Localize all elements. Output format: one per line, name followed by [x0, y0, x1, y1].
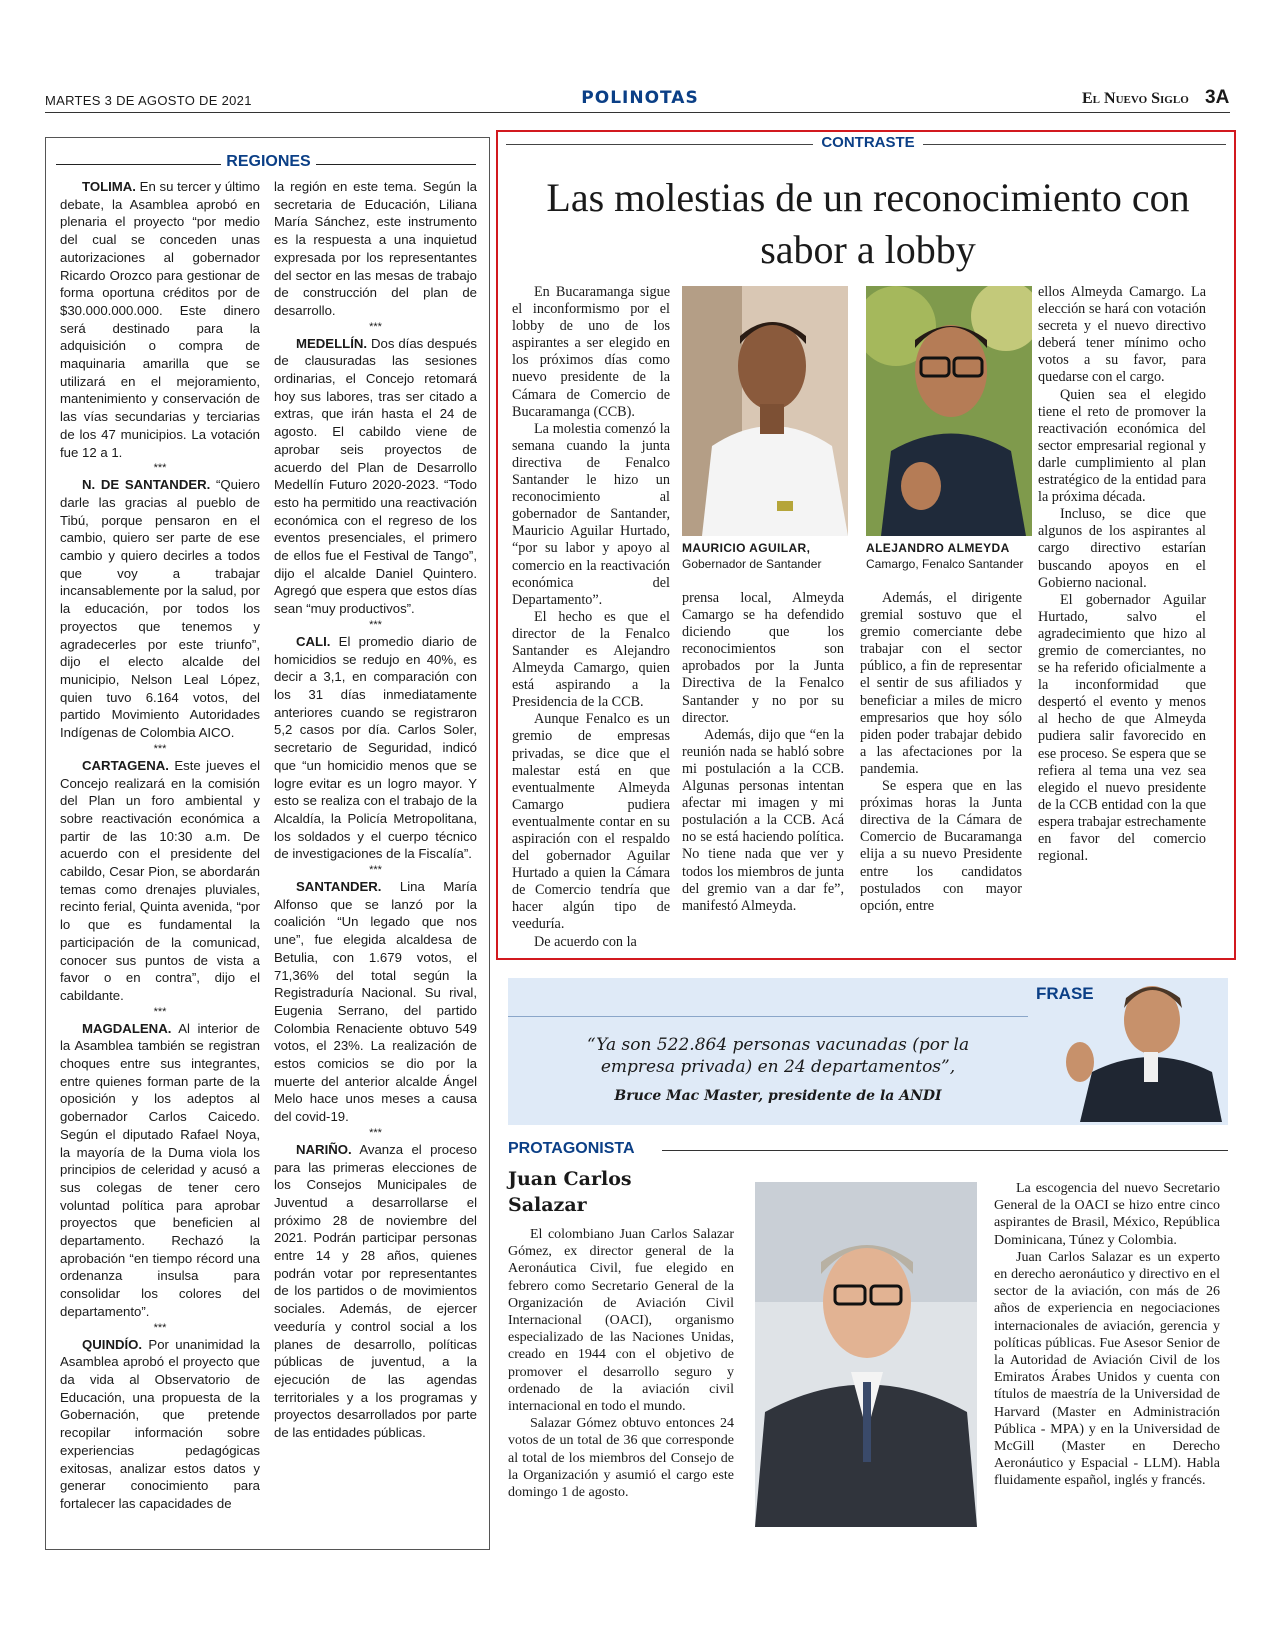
- regiones-item: la región en este tema. Según la secretaria de Educación, Liliana María Sánchez, este instrumento es la respuesta a una inquietud expresada por los representantes del sector en las mesas de trabajo de construcción del plan de desarrollo.: [274, 179, 477, 318]
- contraste-label: CONTRASTE: [813, 134, 923, 151]
- article-column-1: [512, 284, 670, 951]
- article-paragraph: Además, dijo que “en la reunión nada se habló sobre mi postulación a la CCB. Algunas personas intentan afectar mi imagen y mi postulación a la CCB. Acá no se está haciendo política. No tiene nada que ver y todos los miembros de junta del gremio van a dar fe”, manifestó Almeyda.: [682, 726, 844, 914]
- regiones-item: [60, 476, 260, 742]
- portrait-illustration: [866, 286, 1032, 536]
- frase-quote: “Ya son 522.864 personas vacunadas (por la empresa privada) en 24 departamentos”,: [586, 1035, 970, 1077]
- article-paragraph: El gobernador Aguilar Hurtado, salvo el agradecimiento que hizo al gremio de comerciantes, no se ha referido oficialmente a la inconformidad que despertó el evento y menos al hecho de que Almeyda pudiera salir favorecido en ese proceso. Se espera que se refiera al tema una vez sea elegido el nuevo presidente de la CCB entidad con la que espera trabajar estrechamente en favor del comercio regional.: [1038, 591, 1206, 865]
- separator: ***: [153, 1005, 167, 1018]
- regiones-item: [274, 878, 477, 1126]
- portrait-illustration: [682, 286, 848, 536]
- article-paragraph: Quien sea el elegido tiene el reto de promover la reactivación económica del sector empresarial regional y darle cumplimiento al plan estratégico de la entidad para la próxima década.: [1038, 386, 1206, 506]
- article-paragraph: prensa local, Almeyda Camargo se ha defendido diciendo que los reconocimientos son aprobados por la Junta Directiva de la Fenalco Santander y no por su director.: [682, 590, 844, 726]
- region-text: Por unanimidad la Asamblea aprobó el proyecto que da vida al Observatorio de Educación, una propuesta de la Gobernación, que pretende recopilar información sobre experiencias pedagógicas exitosas, analizar estos datos y generar conocimiento para fortalecer las capacidades de: [60, 1336, 260, 1511]
- region-lead: MAGDALENA.: [82, 1020, 172, 1036]
- regiones-item: [274, 1141, 477, 1442]
- protagonista-label: PROTAGONISTA: [508, 1140, 635, 1157]
- region-lead: NARIÑO.: [296, 1141, 352, 1157]
- regiones-item: [60, 1020, 260, 1321]
- section-title: POLINOTAS: [581, 88, 699, 108]
- separator: ***: [153, 742, 167, 755]
- article-paragraph: La molestia comenzó la semana cuando la junta directiva de Fenalco Santander le hizo un reconocimiento al gobernador de Santander, Mauricio Aguilar Hurtado, “por su labor y apoyo al comercio en la reactivación económica del Departamento”.: [512, 420, 670, 608]
- article-paragraph: ellos Almeyda Camargo. La elección se hará con votación secreta y el nuevo directivo deberá tener mínimo ocho votos a su favor, para quedarse con el cargo.: [1038, 284, 1206, 386]
- article-headline: Las molestias de un reconocimiento con sabor a lobby: [546, 175, 1190, 272]
- article-paragraph: En Bucaramanga sigue el inconformismo por el lobby de uno de los aspirantes a ser elegido en los próximos días como nuevo presidente de la Cámara de Comercio de Bucaramanga (CCB).: [512, 284, 670, 420]
- caption-name: ALEJANDRO ALMEYDA: [866, 541, 1010, 555]
- regiones-box: [45, 137, 490, 1550]
- article-paragraph: Además, el dirigente gremial sostuvo que el gremio comerciante debe trabajar con el sector público, a fin de representar el sentir de sus afiliados y beneficiar a miles de micro empresarios que hoy sólo piden poder trabajar debido a las afectaciones por la pandemia.: [860, 590, 1022, 777]
- separator: ***: [369, 864, 382, 877]
- region-lead: TOLIMA.: [82, 179, 136, 194]
- regiones-column-2: [274, 178, 477, 1442]
- region-lead: N. DE SANTANDER.: [82, 477, 211, 493]
- region-text: Al interior de la Asamblea también se registran choques entre sus integrantes, entre quienes forman parte de la oposición y los adeptos al gobernador Carlos Caicedo. Según el diputado Rafael Noya, la mayoría de la Duma viola los principios de celeridad y acusó a sus colegas de tener cero voluntad política para aprobar proyectos que beneficien al departamento. Rechazó la aprobación “en tiempo récord una ordenanza insulsa para consolidar los colores del departamento”.: [60, 1020, 260, 1319]
- article-paragraph: Se espera que en las próximas horas la Junta directiva de la Cámara de Comercio de Bucaramanga elija a su nuevo Presidente entre los candidatos postulados con mayor opción, entre: [860, 778, 1022, 914]
- article-column-2: [682, 590, 844, 915]
- article-paragraph: La escogencia del nuevo Secretario General de la OACI se hizo entre cinco aspirantes de Brasil, México, República Dominicana, Túnez y Colombia.: [994, 1181, 1220, 1248]
- article-paragraph: Salazar Gómez obtuvo entonces 24 votos de un total de 36 que corresponde al total de los miembros del Consejo de la Organización y asumió el cargo este domingo 1 de agosto.: [508, 1416, 734, 1501]
- region-lead: CALI.: [296, 633, 331, 649]
- photo-mauricio-aguilar: [682, 286, 848, 536]
- protagonista-column-2: [994, 1180, 1220, 1490]
- frase-author: Bruce Mac Master, presidente de la ANDI: [614, 1088, 942, 1104]
- regiones-item: [60, 757, 260, 1005]
- article-paragraph: De acuerdo con la: [534, 933, 637, 950]
- caption-role: Gobernador de Santander: [682, 557, 822, 571]
- page-number: 3A: [1205, 87, 1230, 108]
- article-column-4: [1038, 284, 1206, 865]
- regiones-item: [274, 335, 477, 618]
- protagonista-name: Juan Carlos Salazar: [508, 1168, 632, 1216]
- separator: ***: [369, 618, 382, 631]
- region-text: Dos días después de clausuradas las sesiones ordinarias, el Concejo retomará hoy sus labores, tras ser citado a extras, que irán hasta el 24 de agosto. El cabildo viene de aprobar seis proyectos de acuerdo del Plan de Desarrollo Medellín Futuro 2020-2023. “Todo esto ha permitido una reactivación económica con el regreso de los eventos presenciales, el primero de ellos fue el Festival de Tango”, dijo el alcalde Daniel Quintero. Agregó que espera que estos días sean “muy productivos”.: [274, 335, 477, 617]
- photo-bruce-mac-master: [1040, 972, 1225, 1122]
- regiones-item: [60, 178, 260, 461]
- regiones-item: [274, 633, 477, 863]
- newspaper-name: El Nuevo Siglo: [1082, 90, 1189, 107]
- portrait-illustration: [1040, 972, 1225, 1122]
- separator: ***: [369, 320, 382, 333]
- regiones-title: REGIONES: [221, 153, 316, 171]
- photo-caption-2: [866, 540, 1041, 572]
- region-text: En su tercer y último debate, la Asamblea aprobó en plenaria el proyecto “por medio del cual se conceden unas autorizaciones al gobernador Ricardo Orozco para gestionar de forma oportuna créditos por de $30.000.000.000. Este dinero será destinado para la adquisición o compra de maquinaria amarilla que se utilizará en el mejoramiento, mantenimiento y conservación de las vías secundarias y terciarias de los 47 municipios. La votación fue 12 a 1.: [60, 179, 260, 460]
- region-lead: SANTANDER.: [296, 879, 382, 895]
- regiones-item: [60, 1336, 260, 1513]
- region-text: “Quiero darle las gracias al pueblo de Tibú, porque pensaron en el cambio, quiero ser parte de ese cambio y quiero decirles a todos que voy a trabajar incansablemente por la salud, por la educación, por todos los proyectos que tenemos y agradecerles por este triunfo”, dijo el electo alcalde del municipio, Nelson Leal López, quien tuvo 6.164 votos, del partido Movimiento Autoridades Indígenas de Colombia AICO.: [60, 477, 260, 741]
- caption-name: MAURICIO AGUILAR,: [682, 541, 811, 555]
- issue-date: MARTES 3 DE AGOSTO DE 2021: [45, 93, 252, 108]
- article-paragraph: Juan Carlos Salazar es un experto en derecho aeronáutico y directivo en el sector de la aviación, con más de 26 años de experiencia en negociaciones internacionales de aviación, gerencia y políticas públicas. Fue Asesor Senior de la Autoridad de Aviación Civil de los Emiratos Árabes Unidos y cuenta con títulos de maestría de la Universidad de Harvard (Master en Administración Pública - MPA) y en la Universidad de McGill (Master en Derecho Aeronáutico y Espacial - LLM). Habla fluidamente español, inglés y francés.: [994, 1249, 1220, 1489]
- region-lead: MEDELLÍN.: [296, 335, 368, 351]
- protagonista-rule: [662, 1150, 1228, 1151]
- frase-label: FRASE: [1036, 984, 1094, 1003]
- separator: ***: [153, 1321, 167, 1334]
- article-paragraph: El hecho es que el director de la Fenalco Santander es Alejandro Almeyda Camargo, quien está aspirando a la Presidencia de la CCB.: [512, 608, 670, 711]
- photo-alejandro-almeyda: [866, 286, 1032, 536]
- frase-box: [508, 978, 1228, 1125]
- contraste-box: [496, 130, 1236, 960]
- portrait-illustration: [755, 1182, 977, 1527]
- photo-caption-1: [682, 540, 852, 572]
- article-column-3: [860, 590, 1022, 915]
- protagonista-column-1: [508, 1226, 734, 1501]
- article-paragraph: Aunque Fenalco es un gremio de empresas privadas, se dice que el malestar está en que eventualmente Almeyda Camargo pudiera eventualmente contar en su aspiración con el respaldo del gobernador Aguilar Hurtado a quien la Cámara de Comercio tendría que hacer algún tipo de veeduría.: [512, 711, 670, 933]
- region-text: Avanza el proceso para las primeras elecciones de los Consejos Municipales de Juventud a desarrollarse el próximo 28 de noviembre del 2021. Podrán participar personas entre 14 y 28 años, quienes podrán votar por representantes de los partidos o de movimientos sociales. Además, de ejercer veeduría y control social a los planes de desarrollo, políticas públicas de juventud, a la ejecución de las agendas territoriales y a los programas y proyectos desarrollados por parte de las entidades públicas.: [274, 1141, 477, 1441]
- region-lead: QUINDÍO.: [82, 1336, 143, 1352]
- region-text: El promedio diario de homicidios se redujo en 40%, es decir a 3,1, en comparación con los 31 días inmediatamente anteriores cuando se registraron 5,2 casos por día. Carlos Soler, secretario de Seguridad, indicó que “un homicidio menos que se logre evitar es un logro mayor. Y esto se realiza con el trabajo de la Alcaldía, la Policía Metropolitana, los soldados y el cuerpo técnico de investigaciones de la Fiscalía”.: [274, 633, 477, 862]
- regiones-column-1: [60, 178, 260, 1513]
- separator: ***: [153, 462, 167, 475]
- article-paragraph: Incluso, se dice que algunos de los aspirantes al cargo directivo estarían buscando apoyos en el Gobierno nacional.: [1038, 506, 1206, 591]
- region-text: Lina María Alfonso que se lanzó por la coalición “Un legado que nos une”, fue elegida alcaldesa de Betulia, con 1.679 votos, el 71,36% del total según la Registraduría Nacional. Su rival, Eugenia Serrano, del partido Colombia Renaciente obtuvo 549 votos, el 23%. La realización de estos comicios se dio por la muerte del anterior alcalde Ángel Melo hace unos meses a causa del covid-19.: [274, 879, 477, 1125]
- region-lead: CARTAGENA.: [82, 757, 169, 773]
- caption-role: Camargo, Fenalco Santander: [866, 557, 1024, 571]
- region-text: Este jueves el Concejo realizará en la comisión del Plan un foro ambiental y sobre reactivación económica a partir de las 10:30 a.m. De acuerdo con el presidente del cabildo, Cesar Pion, se abordarán temas como drenajes pluviales, recinto ferial, Quinta avenida, “por lo que es fundamental la participación de la comunicad, conocer sus puntos de vista a favor o en contra”, dijo el cabildante.: [60, 757, 260, 1003]
- photo-juan-carlos-salazar: [755, 1182, 977, 1527]
- separator: ***: [369, 1126, 382, 1139]
- header-rule: [45, 112, 1230, 113]
- frase-rule: [508, 1016, 1028, 1017]
- article-paragraph: El colombiano Juan Carlos Salazar Gómez, ex director general de la Aeronáutica Civil, fue elegido en febrero como Secretario General de la Organización de Aviación Civil Internacional (OACI), organismo especializado de las Naciones Unidas, creado en 1944 con el objetivo de promover el desarrollo seguro y ordenado de la aviación civil internacional en todo el mundo.: [508, 1227, 734, 1415]
